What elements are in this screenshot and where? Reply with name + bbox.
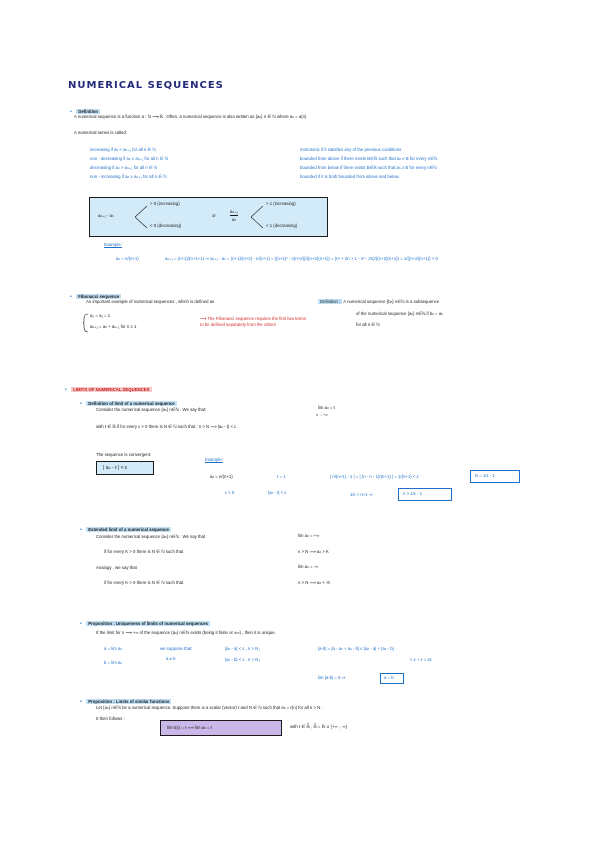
ext-line-1: Consider the numerical sequence {aₙ} n∈ℕ . We say that — [96, 534, 206, 539]
bullet-icon: • — [80, 527, 82, 533]
proof-result-1: |a-b| = |a - aₙ + aₙ - b| ≤ |aₙ - a| + |aₙ - b| — [318, 646, 394, 651]
monotonic-test-box — [89, 197, 328, 237]
left-properties — [90, 145, 168, 181]
sequence-definition: A numerical sequence is a function a : ℕ ⟶ ℝ . Often, a numerical sequence is also written as {aₙ} n ∈ ℕ where aₙ = a(n) — [74, 114, 307, 119]
limit-consider: Consider the numerical sequence {aₙ} n∈ℕ . We say that: — [96, 407, 207, 412]
difference-expression: aₙ₊₁ - aₙ — [98, 213, 114, 218]
limit-example-an: aₙ = n/(n+1) — [210, 474, 233, 479]
prop-bounded-below: bounded from below if there exists B∈ℝ such that aₙ ≥ B for every n∈ℕ — [300, 165, 437, 170]
brace-icon — [83, 313, 89, 333]
subsequence-text-2: of the numerical sequence {aₙ} n∈ℕ if bₙ = aₙ — [356, 311, 443, 316]
uniqueness-heading — [80, 612, 210, 630]
limit-example-label: Example: — [205, 457, 223, 462]
fibonacci-intro: An important example of numerical sequences , which is defined as — [86, 299, 215, 304]
diff-positive: > 0 (increasing) — [150, 201, 180, 206]
ext-line-4: if for every K > 0 there is N ∈ ℕ such that — [104, 580, 184, 585]
convergent-inequality: | aₙ - ℓ | < ε — [103, 465, 128, 471]
fibonacci-recurrence: aₙ₊₁ = aₙ + aₙ₋₁ for n ≥ 1 — [90, 324, 137, 329]
proof-ineq-1: |aₙ - a| < ε , n > N₁ — [225, 646, 260, 651]
similar-functions-label: Proposition : Limits of similar functions — [88, 699, 170, 704]
fibonacci-note: ⟶ The Fibonacci sequence requires the first two terms to be defined separately from the others — [200, 316, 306, 327]
bullet-icon: • — [70, 109, 72, 115]
limit-example-eps: ε > 0 — [225, 490, 235, 495]
subsequence-definition — [318, 299, 439, 305]
proof-result-2: < ε + ε = 2ε — [410, 657, 432, 662]
ext-lim-plus: lim aₙ = +∞ — [298, 533, 320, 538]
example-label: Example: — [104, 242, 122, 247]
limits-label: LIMITS OF NUMERICAL SEQUENCES — [73, 387, 150, 392]
ratio-denominator: aₙ — [232, 217, 237, 222]
ratio-gt1: > 1 (increasing) — [266, 201, 296, 206]
ratio-numerator: aₙ₊₁ — [230, 209, 238, 214]
prop-bounded-above: bounded from above if there exists B∈ℝ such that aₙ ≤ B for every n∈ℕ — [300, 156, 438, 161]
prop-monotonic: monotonic if it satisfies any of the previous conditions — [300, 147, 402, 152]
limit-subscript: n → +∞ — [316, 413, 328, 417]
n-value: N = 1/ε - 1 — [475, 473, 495, 478]
subsequence-text-1: A numerical sequence {bₙ} n∈ℕ is a subsequence — [343, 299, 440, 304]
prop-non-decreasing: non - decreasing if aₙ ≤ aₙ₊₁ for all n ∈ ℕ — [90, 156, 169, 161]
uniqueness-label: Proposition : Uniqueness of limits of numerical sequences — [88, 621, 209, 626]
proof-result-3: lim |a-b| = 0 ⇒ — [318, 675, 346, 680]
prop-decreasing: decreasing if aₙ > aₙ₊₁ for all n ∈ ℕ — [90, 165, 158, 170]
subsequence-text-3: for all n ∈ ℕ — [356, 322, 380, 327]
limit-example-chain: | n/(n+1) - 1 | = | (n - n - 1)/(n+1) | = 1/(n+1) < ε — [330, 474, 419, 479]
ext-line-4-result: n > N ⟹ aₙ < -K — [298, 580, 331, 585]
convergent-label: The sequence is convergent: — [96, 452, 152, 457]
bullet-icon: • — [65, 387, 67, 393]
prop-bounded: bounded if it is both bounded from above and below. — [300, 174, 400, 179]
bullet-icon: • — [70, 294, 72, 300]
bullet-icon: • — [80, 621, 82, 627]
result-inequality: n > 1/ε - 1 — [403, 491, 422, 496]
diff-negative: < 0 (decreasing) — [150, 223, 182, 228]
bullet-icon: • — [80, 699, 82, 705]
limit-def-label: Definition of limit of a numerical sequence — [88, 401, 175, 406]
ext-lim-minus: lim aₙ = -∞ — [298, 564, 319, 569]
prop-increasing: increasing if aₙ < aₙ₊₁ for all n ∈ ℕ — [90, 147, 156, 152]
convergent-box — [96, 461, 154, 475]
a-equals-b: a = b — [384, 675, 394, 680]
ratio-lt1: < 1 (decreasing) — [266, 223, 298, 228]
proof-a: a = lim aₙ — [104, 646, 123, 651]
branch-icon-2 — [250, 203, 264, 231]
extended-reals: with ℓ ∈ ℝ̄ , ℝ̄ = ℝ ∪ {+∞ , -∞} — [290, 724, 348, 729]
ext-line-2-result: n > N ⟹ aₙ > K — [298, 549, 329, 554]
limit-example-abs: |aₙ - ℓ| < ε — [268, 490, 287, 495]
similar-functions-box — [160, 720, 282, 736]
branch-icon — [134, 203, 148, 231]
limit-expression: lim aₙ = ℓ — [318, 405, 336, 410]
n-box — [470, 470, 520, 483]
proof-ineq-2: |aₙ - b| < ε , n > N₂ — [225, 657, 260, 662]
result-box — [398, 488, 452, 501]
ext-line-3: Analogy , we say that — [96, 565, 137, 570]
proof-suppose: we suppose that: — [160, 646, 193, 651]
similar-functions-statement: Let {aₙ} n∈ℕ be a numerical sequence. Suppose there is a scalar (vector) ℓ and N ∈ ℕ such that aₙ = ℓ(n) for all n > N . — [96, 705, 323, 710]
uniqueness-statement: If the limit for n ⟶ +∞ of the sequence {aₙ} n∈ℕ exists (being it finite or ±∞) , then it is unique. — [96, 630, 276, 635]
similar-functions-formula: lim ℓ(x) = ℓ ⟹ lim aₙ = ℓ — [167, 725, 212, 730]
a-equals-b-box — [380, 673, 404, 684]
proof-a-neq-b: a ≠ b — [166, 656, 176, 661]
example-chain: aₙ₊₁ = (n+1)/(n+1+1) ⇒ aₙ₊₁ - aₙ = (n+1)/(n+2) - n/(n+1) = ((n+1)² - n(n+2))/((n+2)(n+1)) = (n² + 2n + 1 - n² - 2n)/((n+2)(n+1)) = 1/((n+2)(n+1)) > 0 — [165, 256, 438, 261]
similar-functions-follows: It then follows : — [96, 716, 125, 721]
right-properties — [300, 145, 437, 181]
page-title: NUMERICAL SEQUENCES — [68, 80, 224, 91]
limit-example-chain2: 1/ε < n+1 ⇒ — [350, 492, 373, 497]
limit-epsilon-def: with ℓ ∈ ℝ if for every ε > 0 there is N ∈ ℕ such that : n > N ⟹ |aₙ - ℓ| < ε — [96, 424, 237, 429]
or-label: or — [212, 213, 216, 218]
fibonacci-initial: a₀ = a₁ = 1 — [90, 313, 111, 318]
ext-line-2: if for every K > 0 there is N ∈ ℕ such that — [104, 549, 184, 554]
example-an: aₙ = n/(n+1) — [116, 256, 139, 261]
proof-b: b = lim aₙ — [104, 660, 123, 665]
bullet-icon: • — [80, 401, 82, 407]
extended-limit-label: Extended limit of a numerical sequence — [88, 527, 169, 532]
series-called: A numerical series is called: — [74, 130, 128, 135]
subsequence-label: Definition : — [320, 299, 341, 304]
definition-label: Definition — [78, 109, 99, 114]
fibonacci-label: Fibonacci sequence — [78, 294, 120, 299]
limit-example-l: ℓ = 1 — [277, 474, 286, 479]
prop-non-increasing: non - increasing if aₙ ≥ aₙ₊₁ for all n ∈ ℕ — [90, 174, 167, 179]
